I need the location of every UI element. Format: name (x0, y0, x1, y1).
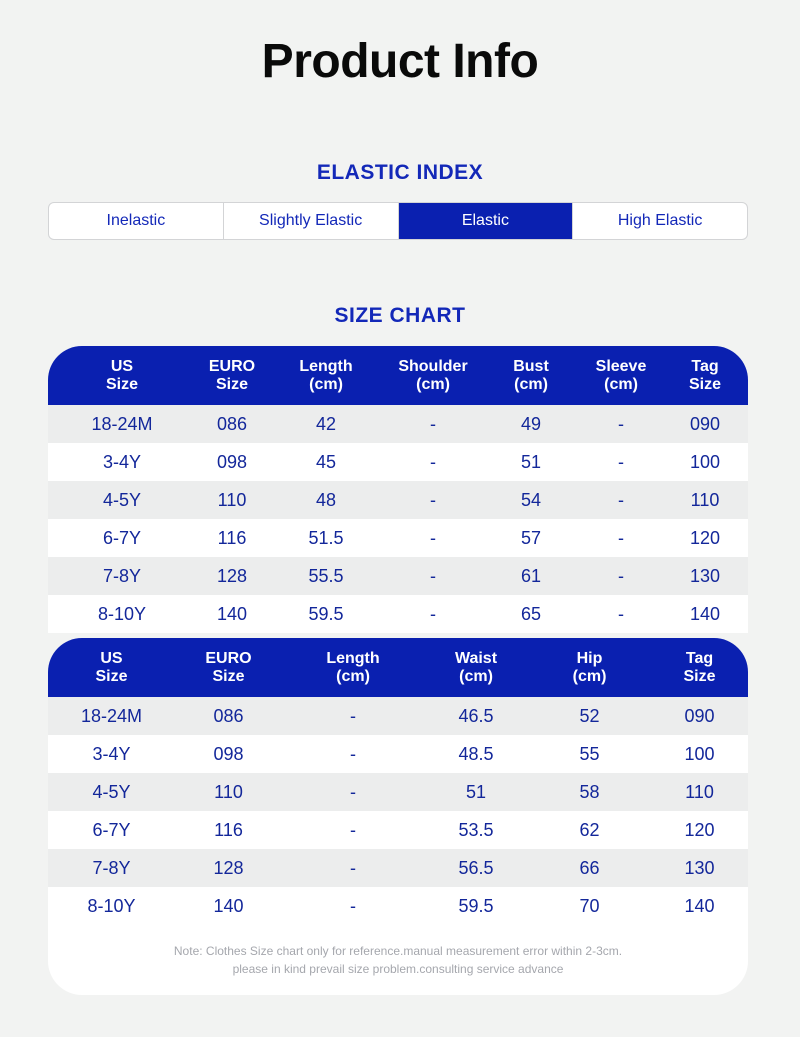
table-cell: 18-24M (91, 413, 153, 434)
table-cell: 51 (465, 781, 487, 802)
table-cell: 110 (214, 781, 243, 802)
tops-header-label: EURO (208, 357, 256, 375)
table-row (48, 443, 748, 481)
table-row (48, 405, 748, 443)
bottoms-header-cell (175, 650, 282, 686)
tops-header-label: Size (215, 375, 248, 393)
table-cell: - (618, 413, 624, 434)
table-cell: 51.5 (308, 527, 344, 548)
table-cell: 140 (216, 603, 248, 624)
table-row (48, 697, 748, 735)
table-cell: - (350, 819, 356, 840)
elastic-option-elastic: Elastic (399, 203, 574, 239)
tops-header-label: Length (299, 357, 353, 375)
elastic-option-high-elastic: High Elastic (617, 212, 703, 229)
tops-header-label: (cm) (604, 375, 638, 393)
tops-size-table (48, 346, 748, 633)
bottoms-header-label: Size (95, 667, 128, 685)
table-cell: - (350, 895, 356, 916)
tops-header-cell (196, 358, 268, 394)
table-cell: 120 (689, 527, 721, 548)
bottoms-header-label: Hip (576, 649, 603, 667)
tops-header-label: (cm) (416, 375, 450, 393)
table-cell: 61 (520, 565, 542, 586)
tops-table-header (48, 346, 748, 405)
table-cell: 54 (520, 489, 542, 510)
table-row (48, 481, 748, 519)
table-cell: - (430, 451, 436, 472)
tops-header-label: US (110, 357, 134, 375)
table-cell: 4-5Y (92, 781, 131, 802)
bottoms-header-label: Waist (454, 649, 498, 667)
table-cell: 110 (690, 489, 720, 510)
table-cell: 098 (216, 451, 248, 472)
table-cell: 116 (217, 527, 247, 548)
bottoms-header-label: Size (683, 667, 716, 685)
tops-header-cell (580, 358, 662, 394)
bottoms-header-cell (651, 650, 748, 686)
table-row (48, 595, 748, 633)
table-row (48, 519, 748, 557)
bottoms-header-cell (528, 650, 651, 686)
table-cell: 49 (520, 413, 542, 434)
tops-header-label: Tag (691, 357, 719, 375)
table-cell: 6-7Y (102, 527, 142, 548)
table-cell: 59.5 (458, 895, 494, 916)
page-title: Product Info (261, 35, 539, 88)
table-cell: - (350, 705, 356, 726)
table-cell: 51 (520, 451, 542, 472)
table-cell: 110 (217, 489, 247, 510)
table-cell: 140 (213, 895, 244, 916)
bottoms-header-cell (282, 650, 424, 686)
table-cell: 100 (689, 451, 721, 472)
bottoms-header-label: US (100, 649, 123, 667)
bottoms-header-label: (cm) (459, 667, 493, 685)
table-cell: 3-4Y (92, 743, 131, 764)
tops-header-label: Size (688, 375, 721, 393)
size-note-line-2: please in kind prevail size problem.consulting service advance (232, 962, 564, 976)
table-cell: 8-10Y (87, 895, 136, 916)
table-cell: 58 (579, 781, 600, 802)
table-cell: 57 (520, 527, 542, 548)
table-cell: 56.5 (458, 857, 494, 878)
table-cell: 6-7Y (92, 819, 131, 840)
size-note-line-1: Note: Clothes Size chart only for reference.manual measurement error within 2-3cm. (173, 944, 623, 958)
elastic-index-bar (48, 202, 748, 240)
table-cell: 090 (684, 705, 715, 726)
bottoms-header-label: Tag (685, 649, 714, 667)
table-cell: 55.5 (308, 565, 344, 586)
size-note (48, 942, 748, 978)
table-cell: 48 (315, 489, 337, 510)
table-cell: 46.5 (458, 705, 494, 726)
table-cell: 55 (579, 743, 600, 764)
table-cell: 4-5Y (102, 489, 142, 510)
table-cell: 7-8Y (102, 565, 142, 586)
table-cell: 66 (579, 857, 600, 878)
tops-header-cell (268, 358, 384, 394)
bottoms-header-label: (cm) (336, 667, 370, 685)
table-cell: 140 (689, 603, 721, 624)
tops-header-cell (662, 358, 748, 394)
table-row (48, 557, 748, 595)
table-cell: 7-8Y (92, 857, 131, 878)
table-cell: 52 (579, 705, 600, 726)
tops-header-label: (cm) (309, 375, 343, 393)
table-cell: 098 (213, 743, 244, 764)
table-row (48, 887, 748, 925)
table-cell: - (618, 451, 624, 472)
tops-header-cell (384, 358, 482, 394)
table-cell: 128 (216, 565, 248, 586)
tops-header-label: Bust (513, 357, 549, 375)
table-cell: 48.5 (458, 743, 494, 764)
table-row (48, 849, 748, 887)
table-cell: 42 (315, 413, 337, 434)
table-cell: - (350, 857, 356, 878)
bottoms-table-body (48, 697, 748, 925)
tops-header-label: Shoulder (398, 357, 468, 375)
table-cell: - (618, 603, 624, 624)
table-cell: - (618, 489, 624, 510)
table-cell: - (618, 565, 624, 586)
table-cell: 18-24M (80, 705, 143, 726)
tops-header-label: (cm) (514, 375, 548, 393)
table-cell: - (618, 527, 624, 548)
bottoms-header-label: EURO (205, 649, 252, 667)
table-cell: - (430, 565, 436, 586)
table-row (48, 811, 748, 849)
table-cell: 45 (315, 451, 337, 472)
bottoms-header-label: (cm) (572, 667, 607, 685)
size-chart-title: SIZE CHART (334, 304, 466, 327)
table-cell: - (430, 527, 436, 548)
tops-header-label: Size (105, 375, 138, 393)
table-cell: - (430, 603, 436, 624)
table-cell: 086 (216, 413, 248, 434)
bottoms-header-label: Length (326, 649, 380, 667)
table-cell: 116 (214, 819, 243, 840)
bottoms-header-cell (48, 650, 175, 686)
table-cell: 70 (579, 895, 600, 916)
elastic-option-inelastic: Inelastic (49, 203, 224, 239)
table-row (48, 773, 748, 811)
table-cell: 3-4Y (102, 451, 142, 472)
table-cell: 130 (684, 857, 715, 878)
table-cell: 62 (579, 819, 600, 840)
tops-header-cell (48, 358, 196, 394)
tops-header-cell (482, 358, 580, 394)
table-cell: 086 (213, 705, 244, 726)
table-cell: 120 (684, 819, 715, 840)
bottoms-header-label: Size (212, 667, 245, 685)
table-cell: - (350, 781, 356, 802)
table-cell: 128 (213, 857, 244, 878)
table-cell: - (430, 489, 436, 510)
table-cell: 140 (684, 895, 715, 916)
table-cell: 090 (689, 413, 721, 434)
table-row (48, 735, 748, 773)
table-cell: - (350, 743, 356, 764)
table-cell: - (430, 413, 436, 434)
table-cell: 65 (520, 603, 542, 624)
bottoms-table-header (48, 638, 748, 697)
table-cell: 53.5 (458, 819, 494, 840)
elastic-option-slightly-elastic: Slightly Elastic (224, 203, 399, 239)
table-cell: 59.5 (308, 603, 344, 624)
table-cell: 8-10Y (97, 603, 147, 624)
bottoms-header-cell (424, 650, 528, 686)
table-cell: 100 (684, 743, 715, 764)
elastic-index-title: ELASTIC INDEX (316, 161, 484, 184)
table-cell: 110 (685, 781, 714, 802)
tops-table-body (48, 405, 748, 633)
table-cell: 130 (689, 565, 721, 586)
tops-header-label: Sleeve (595, 357, 647, 375)
